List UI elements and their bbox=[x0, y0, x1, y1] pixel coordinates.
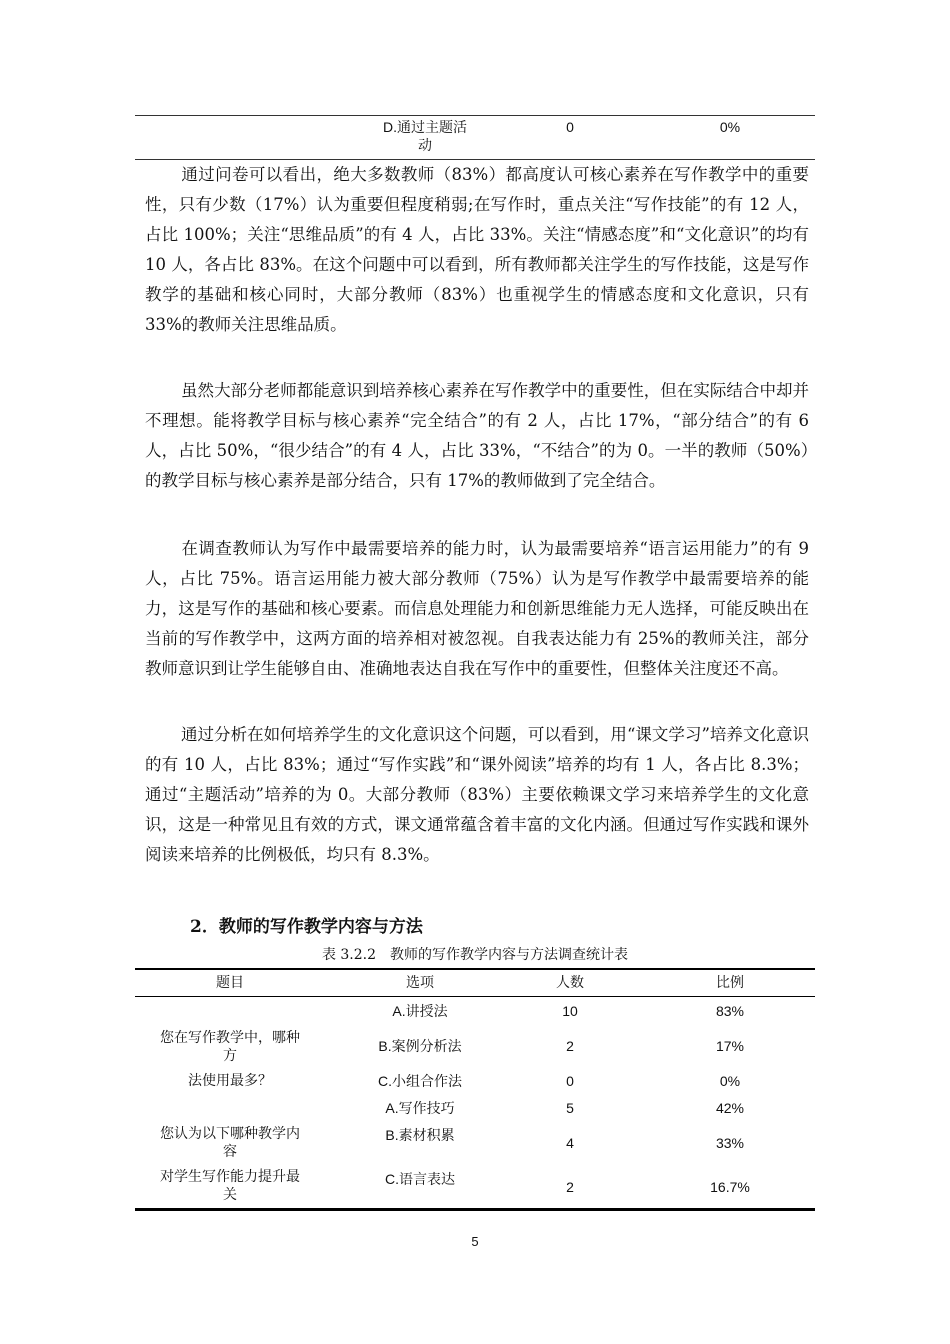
table-row-count: 10 bbox=[562, 1003, 578, 1019]
option-line-1: D.通过主题活 bbox=[383, 119, 467, 135]
table-row-option: B.案例分析法 bbox=[378, 1038, 462, 1054]
option-cell bbox=[365, 118, 485, 154]
statistics-table bbox=[135, 968, 815, 1211]
page-number: 5 bbox=[471, 1234, 479, 1249]
table-row-option: B.素材积累 bbox=[385, 1127, 455, 1143]
table-row-ratio: 0% bbox=[719, 1073, 741, 1089]
question-2-line-2: 容 bbox=[223, 1144, 237, 1160]
count-cell: 0 bbox=[566, 119, 574, 135]
ratio-cell: 0% bbox=[719, 119, 741, 135]
table-row-count: 2 bbox=[566, 1179, 574, 1195]
paragraph-1 bbox=[145, 160, 809, 340]
table-top-rule bbox=[135, 115, 815, 116]
paragraph-3 bbox=[145, 534, 809, 684]
question-1-line-2: 方 bbox=[223, 1048, 237, 1064]
header-question: 题目 bbox=[216, 975, 244, 991]
table-row-ratio: 33% bbox=[715, 1135, 745, 1151]
question-2-line-3: 对学生写作能力提升最 bbox=[160, 1169, 300, 1185]
header-count: 人数 bbox=[556, 975, 584, 991]
header-rule bbox=[135, 996, 815, 997]
table-row-ratio: 42% bbox=[715, 1100, 745, 1116]
question-2-line-4: 关 bbox=[223, 1187, 237, 1203]
table-row-count: 5 bbox=[566, 1100, 574, 1116]
paragraph-2-text: 虽然大部分老师都能意识到培养核心素养在写作教学中的重要性，但在实际结合中却并不理想。能将教学目标与核心素养“完全结合”的有 2 人，占比 17%，“部分结合”的有 6 人，占比 50%，“很少结合”的有 4 人，占比 33%，“不结合”的为 0。一半的教师（50%）的教学目标与核心素养是部分结合，只有 17%的教师做到了完全结合。 bbox=[145, 381, 809, 490]
table-bottom-rule bbox=[135, 1208, 815, 1211]
paragraph-2 bbox=[145, 376, 809, 496]
paragraph-1-text: 通过问卷可以看出，绝大多数教师（83%）都高度认可核心素养在写作教学中的重要性，只有少数（17%）认为重要但程度稍弱;在写作时，重点关注“写作技能”的有 12 人，占比 100%；关注“思维品质”的有 4 人，占比 33%。关注“情感态度”和“文化意识”的均有 10 人，各占比 83%。在这个问题中可以看到，所有教师都关注学生的写作技能，这是写作教学的基础和核心同时，大部分教师（83%）也重视学生的情感态度和文化意识，只有 33%的教师关注思维品质。 bbox=[145, 165, 809, 334]
table-row-count: 2 bbox=[566, 1038, 574, 1054]
table-row-ratio: 16.7% bbox=[710, 1179, 750, 1195]
question-1-line-3: 法使用最多？ bbox=[188, 1073, 272, 1089]
table-row-ratio: 83% bbox=[715, 1003, 745, 1019]
table-row-ratio: 17% bbox=[715, 1038, 745, 1054]
table-row-count: 4 bbox=[566, 1135, 574, 1151]
question-2-line-1: 您认为以下哪种教学内 bbox=[160, 1126, 300, 1142]
header-option: 选项 bbox=[406, 975, 434, 991]
table-row-option: C.小组合作法 bbox=[378, 1073, 462, 1089]
question-1-line-1: 您在写作教学中，哪种 bbox=[160, 1030, 300, 1046]
question-2-lower bbox=[135, 1168, 325, 1204]
table-row-count: 0 bbox=[566, 1073, 574, 1089]
paragraph-4-text: 通过分析在如何培养学生的文化意识这个问题，可以看到，用“课文学习”培养文化意识的有 10 人，占比 83%；通过“写作实践”和“课外阅读”培养的均有 1 人，各占比 8.3%；通过“主题活动”培养的为 0。大部分教师（83%）主要依赖课文学习来培养学生的文化意识，这是一种常见且有效的方式，课文通常蕴含着丰富的文化内涵。但通过写作实践和课外阅读来培养的比例极低，均只有 8.3%。 bbox=[145, 725, 809, 864]
table-top-rule bbox=[135, 968, 815, 970]
question-1 bbox=[135, 1029, 325, 1065]
table-caption: 表 3.2.2 教师的写作教学内容与方法调查统计表 bbox=[321, 947, 629, 963]
section-heading: 2．教师的写作教学内容与方法 bbox=[190, 917, 423, 937]
question-2 bbox=[135, 1125, 325, 1161]
table-row-option: A.写作技巧 bbox=[385, 1100, 455, 1116]
paragraph-4 bbox=[145, 720, 809, 870]
header-ratio: 比例 bbox=[716, 975, 744, 991]
paragraph-3-text: 在调查教师认为写作中最需要培养的能力时，认为最需要培养“语言运用能力”的有 9 人，占比 75%。语言运用能力被大部分教师（75%）认为是写作教学中最需要培养的能力，这是写作的基础和核心要素。而信息处理能力和创新思维能力无人选择，可能反映出在当前的写作教学中，这两方面的培养相对被忽视。自我表达能力有 25%的教师关注，部分教师意识到让学生能够自由、准确地表达自我在写作中的重要性，但整体关注度还不高。 bbox=[145, 539, 809, 678]
table-row-option: A.讲授法 bbox=[392, 1003, 448, 1019]
table-row-option: C.语言表达 bbox=[385, 1171, 455, 1187]
option-line-2: 动 bbox=[418, 137, 432, 153]
